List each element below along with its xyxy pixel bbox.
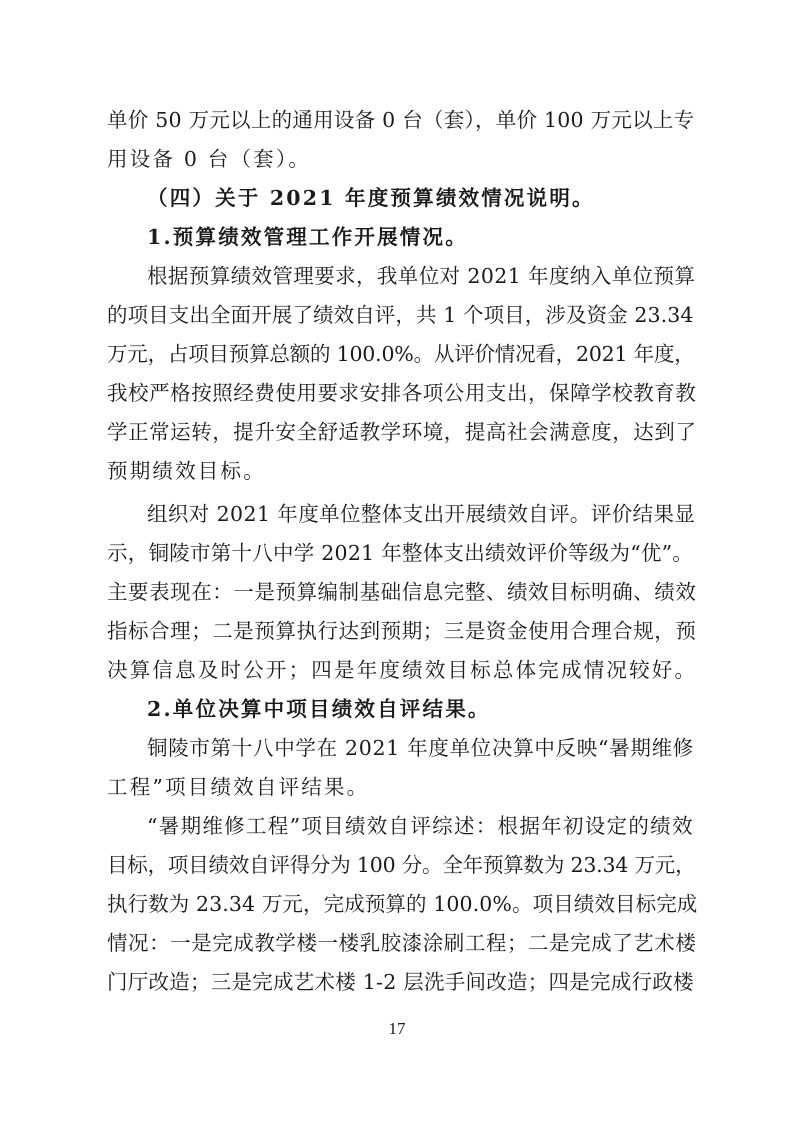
section-heading: （四）关于 2021 年度预算绩效情况说明。 — [147, 186, 595, 210]
text-line-20: 目标，项目绩效自评得分为 100 分。全年预算数为 23.34 万元， — [107, 853, 696, 877]
subsection-heading-2: 2.单位决算中项目绩效自评结果。 — [147, 697, 491, 721]
text-line-2: 用设备 0 台（套）。 — [107, 147, 312, 171]
page-number: 17 — [388, 1019, 406, 1038]
text-line-21: 执行数为 23.34 万元，完成预算的 100.0%。项目绩效目标完成 — [107, 892, 698, 916]
subsection-heading-1: 1.预算绩效管理工作开展情况。 — [147, 225, 468, 249]
text-line-19: “暑期维修工程”项目绩效自评综述：根据年初设定的绩效 — [147, 814, 694, 838]
text-line-11: 组织对 2021 年度单位整体支出开展绩效自评。评价结果显 — [147, 502, 696, 526]
text-line-6: 的项目支出全面开展了绩效自评，共 1 个项目，涉及资金 23.34 — [107, 303, 694, 327]
text-line-8: 我校严格按照经费使用要求安排各项公用支出，保障学校教育教 — [107, 381, 697, 405]
text-line-12: 示，铜陵市第十八中学 2021 年整体支出绩效评价等级为“优”。 — [107, 541, 694, 565]
text-line-7: 万元，占项目预算总额的 100.0%。从评价情况看，2021 年度， — [107, 342, 695, 366]
text-line-15: 决算信息及时公开；四是年度绩效目标总体完成情况较好。 — [107, 658, 698, 682]
text-line-17: 铜陵市第十八中学在 2021 年度单位决算中反映“暑期维修 — [147, 736, 694, 760]
text-line-22: 情况：一是完成教学楼一楼乳胶漆涂刷工程；二是完成了艺术楼 — [107, 931, 697, 955]
text-line-23: 门厅改造；三是完成艺术楼 1-2 层洗手间改造；四是完成行政楼 — [107, 970, 694, 994]
text-line-18: 工程”项目绩效自评结果。 — [107, 775, 370, 799]
text-line-5: 根据预算绩效管理要求，我单位对 2021 年度纳入单位预算 — [147, 264, 696, 288]
text-line-9: 学正常运转，提升安全舒适教学环境，提高社会满意度，达到了 — [107, 420, 697, 444]
text-line-13: 主要表现在：一是预算编制基础信息完整、绩效目标明确、绩效 — [107, 580, 697, 604]
text-line-10: 预期绩效目标。 — [107, 459, 266, 483]
text-line-14: 指标合理；二是预算执行达到预期；三是资金使用合理合规，预 — [107, 619, 697, 643]
text-line-1: 单价 50 万元以上的通用设备 0 台（套），单价 100 万元以上专 — [107, 108, 695, 132]
